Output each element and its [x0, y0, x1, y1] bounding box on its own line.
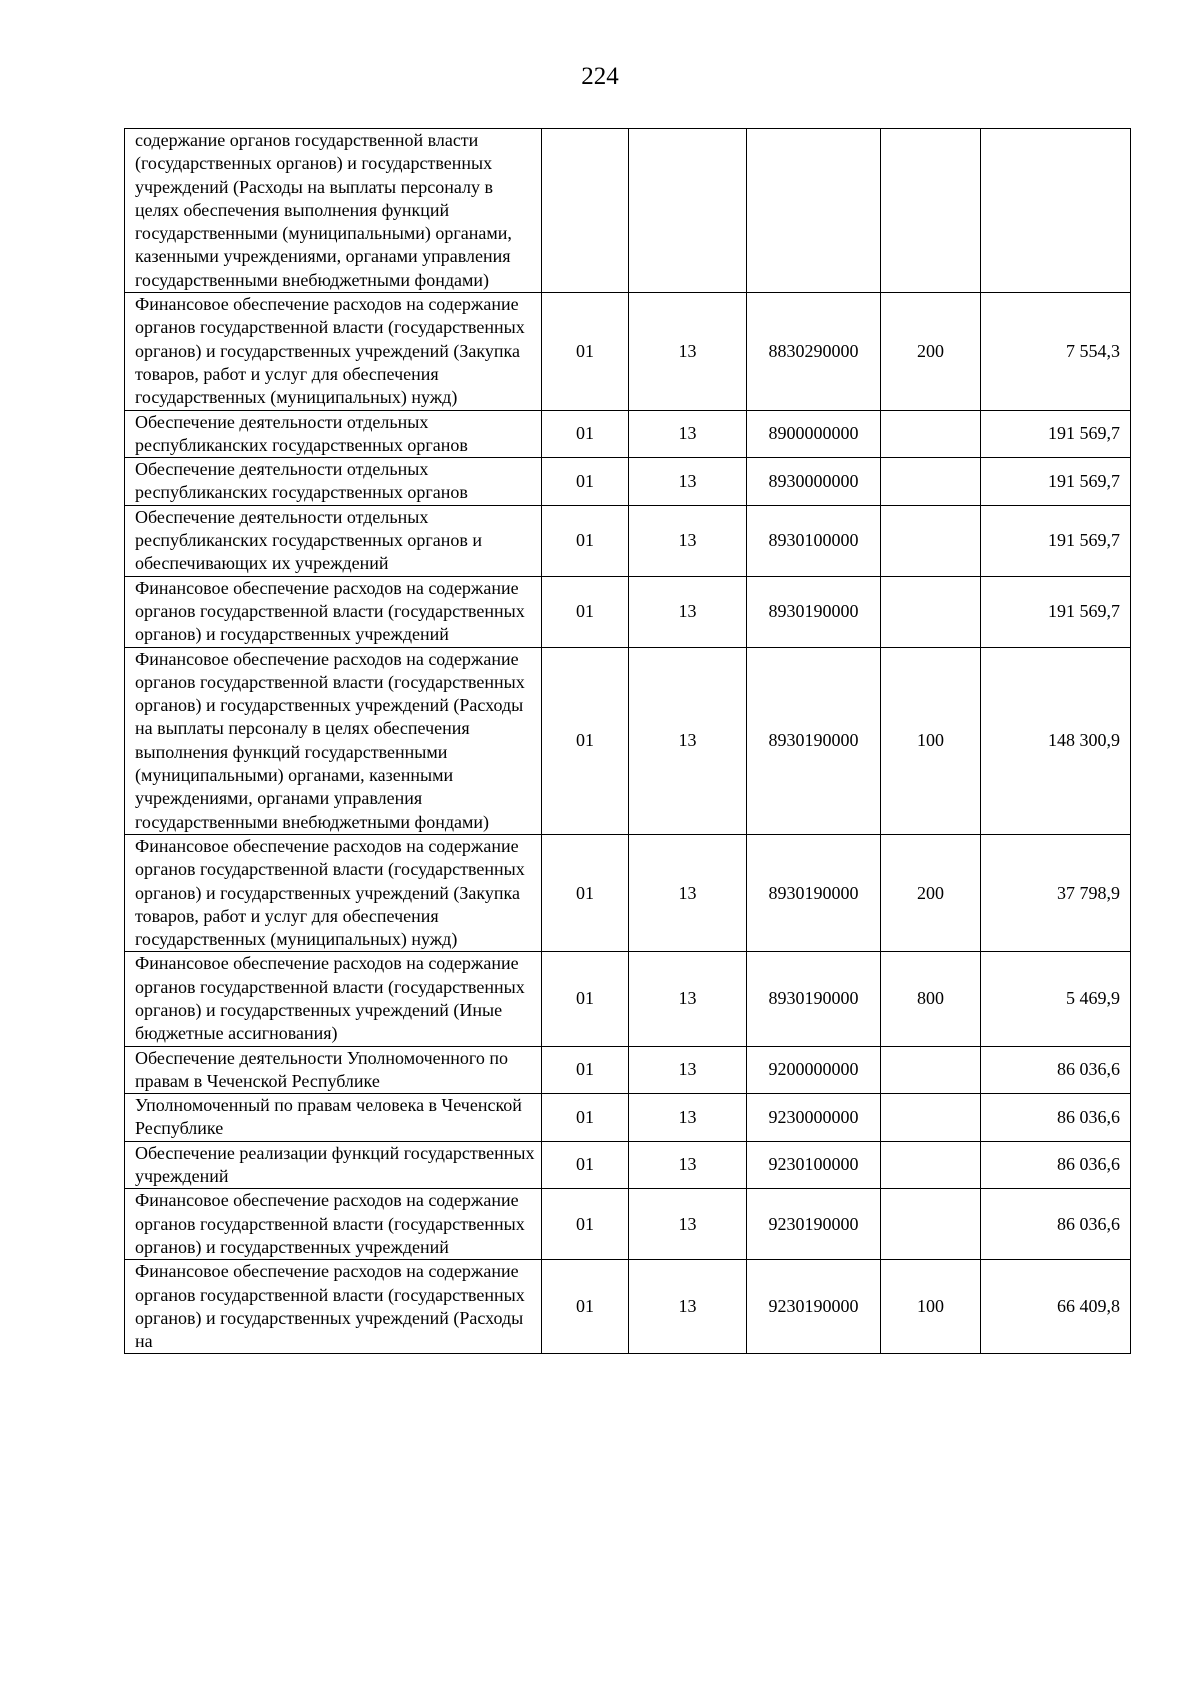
row-subsection-code: 13 — [629, 1046, 747, 1094]
row-description: Обеспечение реализации функций государственных учреждений — [125, 1141, 542, 1189]
row-subsection-code: 13 — [629, 1189, 747, 1260]
row-subsection-code: 13 — [629, 834, 747, 951]
row-section-code — [542, 129, 629, 293]
row-description: Финансовое обеспечение расходов на содержание органов государственной власти (государственных органов) и государственных учреждений (Закупка товаров, работ и услуг для обеспечения государственных (муниципальных) нужд) — [125, 293, 542, 410]
row-subsection-code: 13 — [629, 647, 747, 834]
row-expense-type — [881, 505, 981, 576]
table-row — [125, 129, 1131, 293]
row-subsection-code: 13 — [629, 1260, 747, 1354]
row-target-article — [747, 129, 881, 293]
row-section-code: 01 — [542, 1260, 629, 1354]
budget-table — [124, 128, 1131, 1354]
row-amount: 148 300,9 — [981, 647, 1131, 834]
row-amount: 5 469,9 — [981, 952, 1131, 1046]
table-row — [125, 576, 1131, 647]
row-expense-type: 100 — [881, 647, 981, 834]
table-row — [125, 505, 1131, 576]
budget-table-body — [125, 129, 1131, 1354]
row-subsection-code: 13 — [629, 1141, 747, 1189]
row-target-article: 9230000000 — [747, 1094, 881, 1142]
row-target-article: 8830290000 — [747, 293, 881, 410]
table-row — [125, 647, 1131, 834]
table-row — [125, 410, 1131, 458]
row-expense-type — [881, 1046, 981, 1094]
row-target-article: 9230190000 — [747, 1260, 881, 1354]
row-subsection-code — [629, 129, 747, 293]
row-section-code: 01 — [542, 410, 629, 458]
row-expense-type: 200 — [881, 834, 981, 951]
row-expense-type — [881, 576, 981, 647]
table-row — [125, 1141, 1131, 1189]
row-amount: 191 569,7 — [981, 505, 1131, 576]
row-description: Обеспечение деятельности отдельных республиканских государственных органов — [125, 458, 542, 506]
row-description: Финансовое обеспечение расходов на содержание органов государственной власти (государственных органов) и государственных учреждений — [125, 576, 542, 647]
row-amount: 66 409,8 — [981, 1260, 1131, 1354]
table-row — [125, 293, 1131, 410]
row-amount: 86 036,6 — [981, 1094, 1131, 1142]
row-subsection-code: 13 — [629, 952, 747, 1046]
row-target-article: 8930190000 — [747, 647, 881, 834]
row-subsection-code: 13 — [629, 576, 747, 647]
row-amount: 191 569,7 — [981, 410, 1131, 458]
row-description: Обеспечение деятельности отдельных республиканских государственных органов и обеспечивающих их учреждений — [125, 505, 542, 576]
row-description: Финансовое обеспечение расходов на содержание органов государственной власти (государственных органов) и государственных учреждений (Расходы на — [125, 1260, 542, 1354]
row-expense-type: 200 — [881, 293, 981, 410]
row-section-code: 01 — [542, 576, 629, 647]
row-amount: 37 798,9 — [981, 834, 1131, 951]
row-section-code: 01 — [542, 1046, 629, 1094]
row-target-article: 8930000000 — [747, 458, 881, 506]
table-row — [125, 1260, 1131, 1354]
row-target-article: 8930190000 — [747, 834, 881, 951]
table-row — [125, 1046, 1131, 1094]
row-description: Обеспечение деятельности Уполномоченного по правам в Чеченской Республике — [125, 1046, 542, 1094]
row-section-code: 01 — [542, 834, 629, 951]
row-target-article: 9200000000 — [747, 1046, 881, 1094]
row-description: Финансовое обеспечение расходов на содержание органов государственной власти (государственных органов) и государственных учреждений — [125, 1189, 542, 1260]
row-target-article: 9230190000 — [747, 1189, 881, 1260]
row-subsection-code: 13 — [629, 410, 747, 458]
row-section-code: 01 — [542, 505, 629, 576]
row-section-code: 01 — [542, 293, 629, 410]
row-subsection-code: 13 — [629, 1094, 747, 1142]
row-description: Обеспечение деятельности отдельных республиканских государственных органов — [125, 410, 542, 458]
row-section-code: 01 — [542, 647, 629, 834]
row-description: Финансовое обеспечение расходов на содержание органов государственной власти (государственных органов) и государственных учреждений (Иные бюджетные ассигнования) — [125, 952, 542, 1046]
table-row — [125, 1094, 1131, 1142]
row-target-article: 8930190000 — [747, 952, 881, 1046]
row-description: Финансовое обеспечение расходов на содержание органов государственной власти (государственных органов) и государственных учреждений (Закупка товаров, работ и услуг для обеспечения государственных (муниципальных) нужд) — [125, 834, 542, 951]
row-expense-type — [881, 1094, 981, 1142]
row-target-article: 9230100000 — [747, 1141, 881, 1189]
row-expense-type — [881, 410, 981, 458]
row-amount: 86 036,6 — [981, 1141, 1131, 1189]
table-row — [125, 1189, 1131, 1260]
page-number: 224 — [581, 63, 619, 90]
row-section-code: 01 — [542, 458, 629, 506]
row-target-article: 8930190000 — [747, 576, 881, 647]
row-expense-type: 100 — [881, 1260, 981, 1354]
row-amount: 86 036,6 — [981, 1046, 1131, 1094]
row-description: содержание органов государственной власти (государственных органов) и государственных учреждений (Расходы на выплаты персоналу в целях обеспечения выполнения функций государственными (муниципальными) органами, казенными учреждениями, органами управления государственными внебюджетными фондами) — [125, 129, 542, 293]
row-subsection-code: 13 — [629, 293, 747, 410]
row-expense-type — [881, 1141, 981, 1189]
row-expense-type — [881, 458, 981, 506]
row-section-code: 01 — [542, 1094, 629, 1142]
row-subsection-code: 13 — [629, 505, 747, 576]
row-amount: 191 569,7 — [981, 458, 1131, 506]
row-section-code: 01 — [542, 1189, 629, 1260]
row-subsection-code: 13 — [629, 458, 747, 506]
row-description: Финансовое обеспечение расходов на содержание органов государственной власти (государственных органов) и государственных учреждений (Расходы на выплаты персоналу в целях обеспечения выполнения функций государственными (муниципальными) органами, казенными учреждениями, органами управления государственными внебюджетными фондами) — [125, 647, 542, 834]
table-row — [125, 834, 1131, 951]
row-description: Уполномоченный по правам человека в Чеченской Республике — [125, 1094, 542, 1142]
row-amount: 191 569,7 — [981, 576, 1131, 647]
row-target-article: 8930100000 — [747, 505, 881, 576]
row-section-code: 01 — [542, 1141, 629, 1189]
row-amount — [981, 129, 1131, 293]
row-amount: 7 554,3 — [981, 293, 1131, 410]
row-expense-type — [881, 129, 981, 293]
table-row — [125, 952, 1131, 1046]
row-section-code: 01 — [542, 952, 629, 1046]
table-row — [125, 458, 1131, 506]
row-target-article: 8900000000 — [747, 410, 881, 458]
row-amount: 86 036,6 — [981, 1189, 1131, 1260]
row-expense-type — [881, 1189, 981, 1260]
row-expense-type: 800 — [881, 952, 981, 1046]
